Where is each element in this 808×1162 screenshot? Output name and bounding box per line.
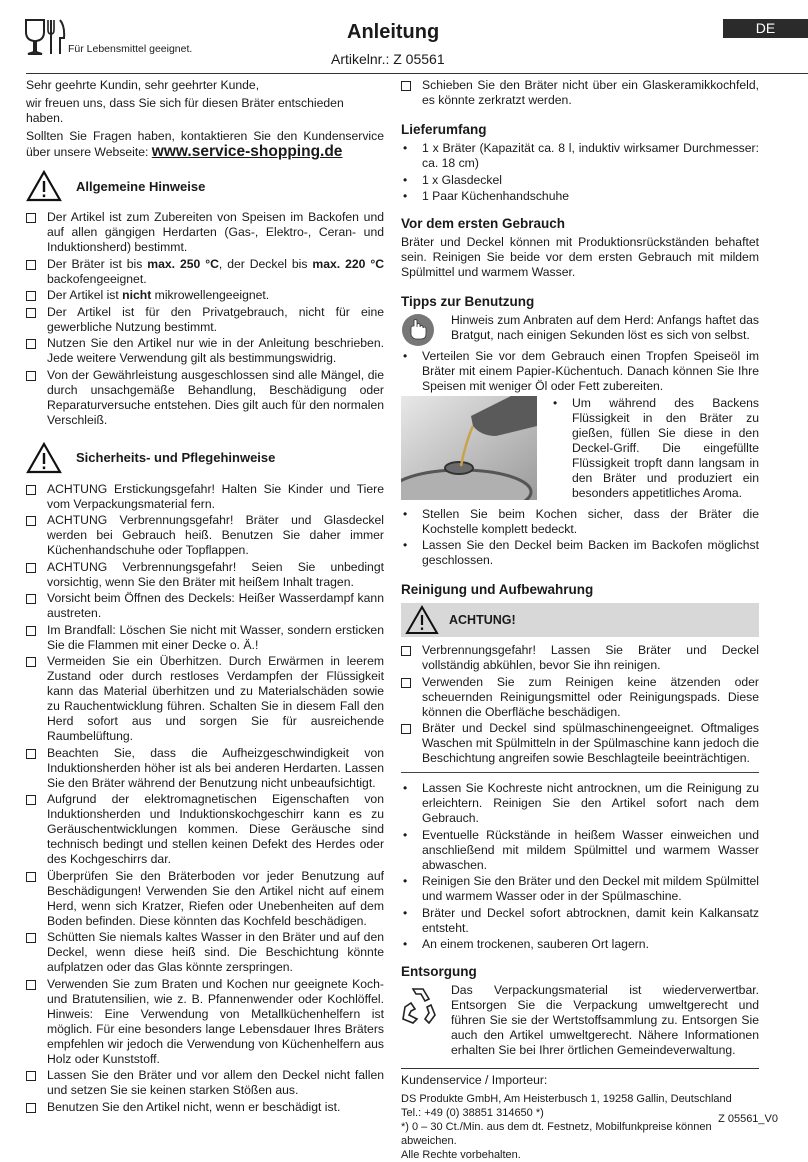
list-item: ACHTUNG Erstickungsgefahr! Halten Sie Kinder und Tiere vom Verpackungsmaterial fern. bbox=[26, 482, 384, 512]
list-item: Verwenden Sie zum Braten und Kochen nur geeignete Koch- und Bratutensilien, wie z. B. Pfannenwender oder Kochlöffel. Hinweis: Eine Verwendung von Metallküchenhelfern ist möglich. Für eine besonders lange Lebensdauer Ihres Bräters empfehlen wir jedoch die Verwendung von Küchenhelfern aus Holz oder Kunststoff. bbox=[26, 977, 384, 1067]
list-item: • 1 x Bräter (Kapazität ca. 8 l, induktiv wirksamer Durchmesser: ca. 18 cm) bbox=[401, 141, 759, 171]
safety-list-continued bbox=[401, 78, 759, 108]
intro-contact-text: Sollten Sie Fragen haben, kontaktieren Sie den Kundenservice über unsere Webseite: bbox=[26, 129, 384, 159]
cleaning-list bbox=[401, 781, 759, 952]
section-divider bbox=[401, 772, 759, 773]
list-item: Schieben Sie den Bräter nicht über ein Glaskeramikkochfeld, es könnte zerkratzt werden. bbox=[401, 78, 759, 108]
language-badge: DE bbox=[723, 19, 808, 38]
first-use-heading: Vor dem ersten Gebrauch bbox=[401, 216, 566, 231]
list-item: Der Artikel ist für den Privatgebrauch, nicht für eine gewerbliche Nutzung bestimmt. bbox=[26, 305, 384, 335]
list-item: Von der Gewährleistung ausgeschlossen sind alle Mängel, die durch unsachgemäße Behandlung, Beschädigung oder Reparaturversuche entstehen. Dies gilt auch für den normalen Verschleiß. bbox=[26, 368, 384, 428]
header bbox=[0, 0, 808, 72]
list-item: • Stellen Sie beim Kochen sicher, dass der Bräter die Kochstelle komplett bedeckt. bbox=[401, 507, 759, 537]
general-heading-text: Allgemeine Hinweise bbox=[76, 178, 206, 194]
tips-heading: Tipps zur Benutzung bbox=[401, 294, 535, 309]
food-safe-icon bbox=[24, 18, 66, 56]
importer-label: Kundenservice / Importeur: bbox=[401, 1073, 548, 1087]
disposal-row bbox=[401, 983, 759, 1058]
list-item: Aufgrund der elektromagnetischen Eigenschaften von Induktionsherden und Induktionskochgeschirr kann es zu Geräuschentwicklungen kommen. Diese Geräusche sind technisch bedingt und stellen keinen Defekt des Herdes oder des Kochgeschirrs dar. bbox=[26, 792, 384, 867]
cleaning-warning-list bbox=[401, 643, 759, 766]
first-use-text: Bräter und Deckel können mit Produktionsrückständen behaftet sein. Reinigen Sie beide vor dem ersten Gebrauch mit mildem Spülmittel und warmem Wasser. bbox=[401, 235, 759, 279]
list-item: Überprüfen Sie den Bräterboden vor jeder Benutzung auf Beschädigungen! Verwenden Sie den Artikel nicht auf einem Herd, wenn sich Kratzer, Riefen oder Unebenheiten auf dem Boden befinden. Diese könnten das Kochfeld beschädigen. bbox=[26, 869, 384, 929]
safety-heading-text: Sicherheits- und Pflegehinweise bbox=[76, 450, 276, 465]
list-item: Beachten Sie, dass die Aufheizgeschwindigkeit von Induktionsherden höher ist als bei anderen Herdarten. Lassen Sie den Bräter während der Benutzung nicht unbeaufsichtigt. bbox=[26, 746, 384, 791]
recycle-icon bbox=[401, 985, 437, 1025]
importer-address: DS Produkte GmbH, Am Heisterbusch 1, 19258 Gallin, Deutschland bbox=[401, 1093, 732, 1105]
delivery-list bbox=[401, 141, 759, 204]
document-code: Z 05561_V0 bbox=[718, 1113, 778, 1125]
list-item: • Eventuelle Rückstände in heißem Wasser einweichen und anschließend mit mildem Spülmittel und warmem Wasser abwaschen. bbox=[401, 828, 759, 873]
general-heading bbox=[26, 170, 384, 202]
list-item: Vermeiden Sie ein Überhitzen. Durch Erwärmen in leerem Zustand oder durch restloses Verdampfen der Flüssigkeit kann das Material überhitzen und zu Materialschäden sowie zu Rauchentwicklung führen. Schalten Sie in diesem Fall den Herd sofort aus und sorgen Sie für ausreichende Raumbelüftung. bbox=[26, 654, 384, 744]
disposal-heading: Entsorgung bbox=[401, 964, 477, 979]
importer-phone: Tel.: +49 (0) 38851 314650 *) bbox=[401, 1107, 544, 1119]
list-item: Der Artikel ist nicht mikrowellengeeignet. bbox=[26, 288, 384, 303]
tips-list bbox=[551, 396, 759, 503]
website-link[interactable]: www.service-shopping.de bbox=[151, 143, 343, 160]
list-item: Vorsicht beim Öffnen des Deckels: Heißer Wasserdampf kann austreten. bbox=[26, 591, 384, 621]
general-list bbox=[26, 210, 384, 428]
list-item: ACHTUNG Verbrennungsgefahr! Bräter und Glasdeckel werden bei Gebrauch heiß. Benutzen Sie daher immer Küchenhandschuhe oder Topflappen. bbox=[26, 513, 384, 558]
warning-icon bbox=[26, 442, 62, 474]
intro-contact bbox=[26, 129, 384, 160]
list-item: Lassen Sie den Bräter und vor allem den Deckel nicht fallen und setzen Sie sie keinen starken Stößen aus. bbox=[26, 1068, 384, 1098]
tip-photo-row bbox=[401, 396, 759, 503]
importer-note: *) 0 – 30 Ct./Min. aus dem dt. Festnetz, Mobilfunkpreise können abweichen. bbox=[401, 1121, 712, 1147]
list-item: Benutzen Sie den Artikel nicht, wenn er beschädigt ist. bbox=[26, 1100, 384, 1115]
importer-block bbox=[401, 1068, 759, 1162]
list-item: Nutzen Sie den Artikel nur wie in der Anleitung beschrieben. Jede weitere Verwendung gilt als bestimmungswidrig. bbox=[26, 336, 384, 366]
list-item: • Lassen Sie Kochreste nicht antrocknen, um die Reinigung zu erleichtern. Reinigen Sie den Artikel sofort nach dem Gebrauch. bbox=[401, 781, 759, 826]
cleaning-heading: Reinigung und Aufbewahrung bbox=[401, 582, 594, 597]
list-item: • 1 x Glasdeckel bbox=[401, 173, 759, 188]
list-item: • Reinigen Sie den Bräter und den Deckel mit mildem Spülmittel und warmem Wasser oder in der Spülmaschine. bbox=[401, 874, 759, 904]
tip-hint bbox=[401, 313, 759, 347]
list-item: Verwenden Sie zum Reinigen keine ätzenden oder scheuernden Reinigungsmittel oder Reinigungspads. Diese können die Oberfläche beschädigen. bbox=[401, 675, 759, 720]
warning-icon bbox=[405, 605, 439, 635]
disposal-text: Das Verpackungsmaterial ist wiederverwertbar. Entsorgen Sie die Verpackung umweltgerecht und führen Sie sie der Wertstoffsammlung zu. Entsorgen Sie auch den Artikel umweltgerecht. Nähere Informationen erhalten Sie bei Ihrer örtlichen Gemeindeverwaltung. bbox=[451, 983, 759, 1057]
list-item: Verbrennungsgefahr! Lassen Sie Bräter und Deckel vollständig abkühlen, bevor Sie ihn reinigen. bbox=[401, 643, 759, 673]
page-title: Anleitung bbox=[347, 21, 440, 43]
list-item: • 1 Paar Küchenhandschuhe bbox=[401, 189, 759, 204]
food-safe-label: Für Lebensmittel geeignet. bbox=[68, 43, 193, 55]
intro-thanks: wir freuen uns, dass Sie sich für diesen Bräter entschieden haben. bbox=[26, 96, 344, 125]
tips-list bbox=[401, 507, 759, 569]
header-divider bbox=[26, 73, 808, 74]
hand-hint-icon bbox=[401, 313, 435, 347]
list-item: Schütten Sie niemals kaltes Wasser in den Bräter und auf den Deckel, wenn diese heiß sind. Die Beschichtung könnte aufplatzen oder das Glas könnte zerspringen. bbox=[26, 930, 384, 975]
list-item: Im Brandfall: Löschen Sie nicht mit Wasser, sondern ersticken Sie die Flammen mit einer Decke o. Ä.! bbox=[26, 623, 384, 653]
article-number: Artikelnr.: Z 05561 bbox=[331, 51, 445, 67]
tip-hint-text: Hinweis zum Anbraten auf dem Herd: Anfangs haftet das Bratgut, nach einigen Sekunden löst es sich von selbst. bbox=[451, 313, 759, 342]
left-column bbox=[26, 78, 384, 1116]
list-item: • Um während des Backens Flüssigkeit in den Bräter zu gießen, füllen Sie diese in den Deckel-Griff. Die eingefüllte Flüssigkeit tropft dann langsam in den Bräter und produziert ein besonders appetitliches Aroma. bbox=[551, 396, 759, 501]
pouring-oil-photo bbox=[401, 396, 537, 500]
list-item: ACHTUNG Verbrennungsgefahr! Seien Sie unbedingt vorsichtig, wenn Sie den Bräter mit heißem Inhalt tragen. bbox=[26, 560, 384, 590]
warning-banner bbox=[401, 603, 759, 637]
list-item: Bräter und Deckel sind spülmaschinengeeignet. Oftmaliges Waschen mit Spülmitteln in der Spülmaschine kann jedoch die Beschichtung angreifen sowie Beschlagteile beeinträchtigen. bbox=[401, 721, 759, 766]
delivery-heading: Lieferumfang bbox=[401, 122, 487, 137]
warning-banner-text: ACHTUNG! bbox=[449, 612, 516, 627]
importer-rights: Alle Rechte vorbehalten. bbox=[401, 1149, 521, 1161]
tips-list bbox=[401, 349, 759, 394]
list-item: • An einem trockenen, sauberen Ort lagern. bbox=[401, 937, 759, 952]
list-item: Der Artikel ist zum Zubereiten von Speisen im Backofen und auf allen gängigen Herdarten (Gas-, Elektro-, Ceran- und Induktionsherd) bestimmt. bbox=[26, 210, 384, 255]
intro-greeting: Sehr geehrte Kundin, sehr geehrter Kunde, bbox=[26, 78, 260, 92]
warning-icon bbox=[26, 170, 62, 202]
safety-list bbox=[26, 482, 384, 1115]
safety-heading bbox=[26, 442, 384, 474]
list-item: Der Bräter ist bis max. 250 °C, der Deckel bis max. 220 °C backofengeeignet. bbox=[26, 257, 384, 287]
list-item: • Verteilen Sie vor dem Gebrauch einen Tropfen Speiseöl im Bräter mit einem Papier-Küchentuch. Danach können Sie Ihre Speisen mit weniger Öl oder Fett zubereiten. bbox=[401, 349, 759, 394]
list-item: • Bräter und Deckel sofort abtrocknen, damit kein Kalkansatz entsteht. bbox=[401, 906, 759, 936]
right-column bbox=[401, 78, 759, 1162]
list-item: • Lassen Sie den Deckel beim Backen im Backofen möglichst geschlossen. bbox=[401, 538, 759, 568]
